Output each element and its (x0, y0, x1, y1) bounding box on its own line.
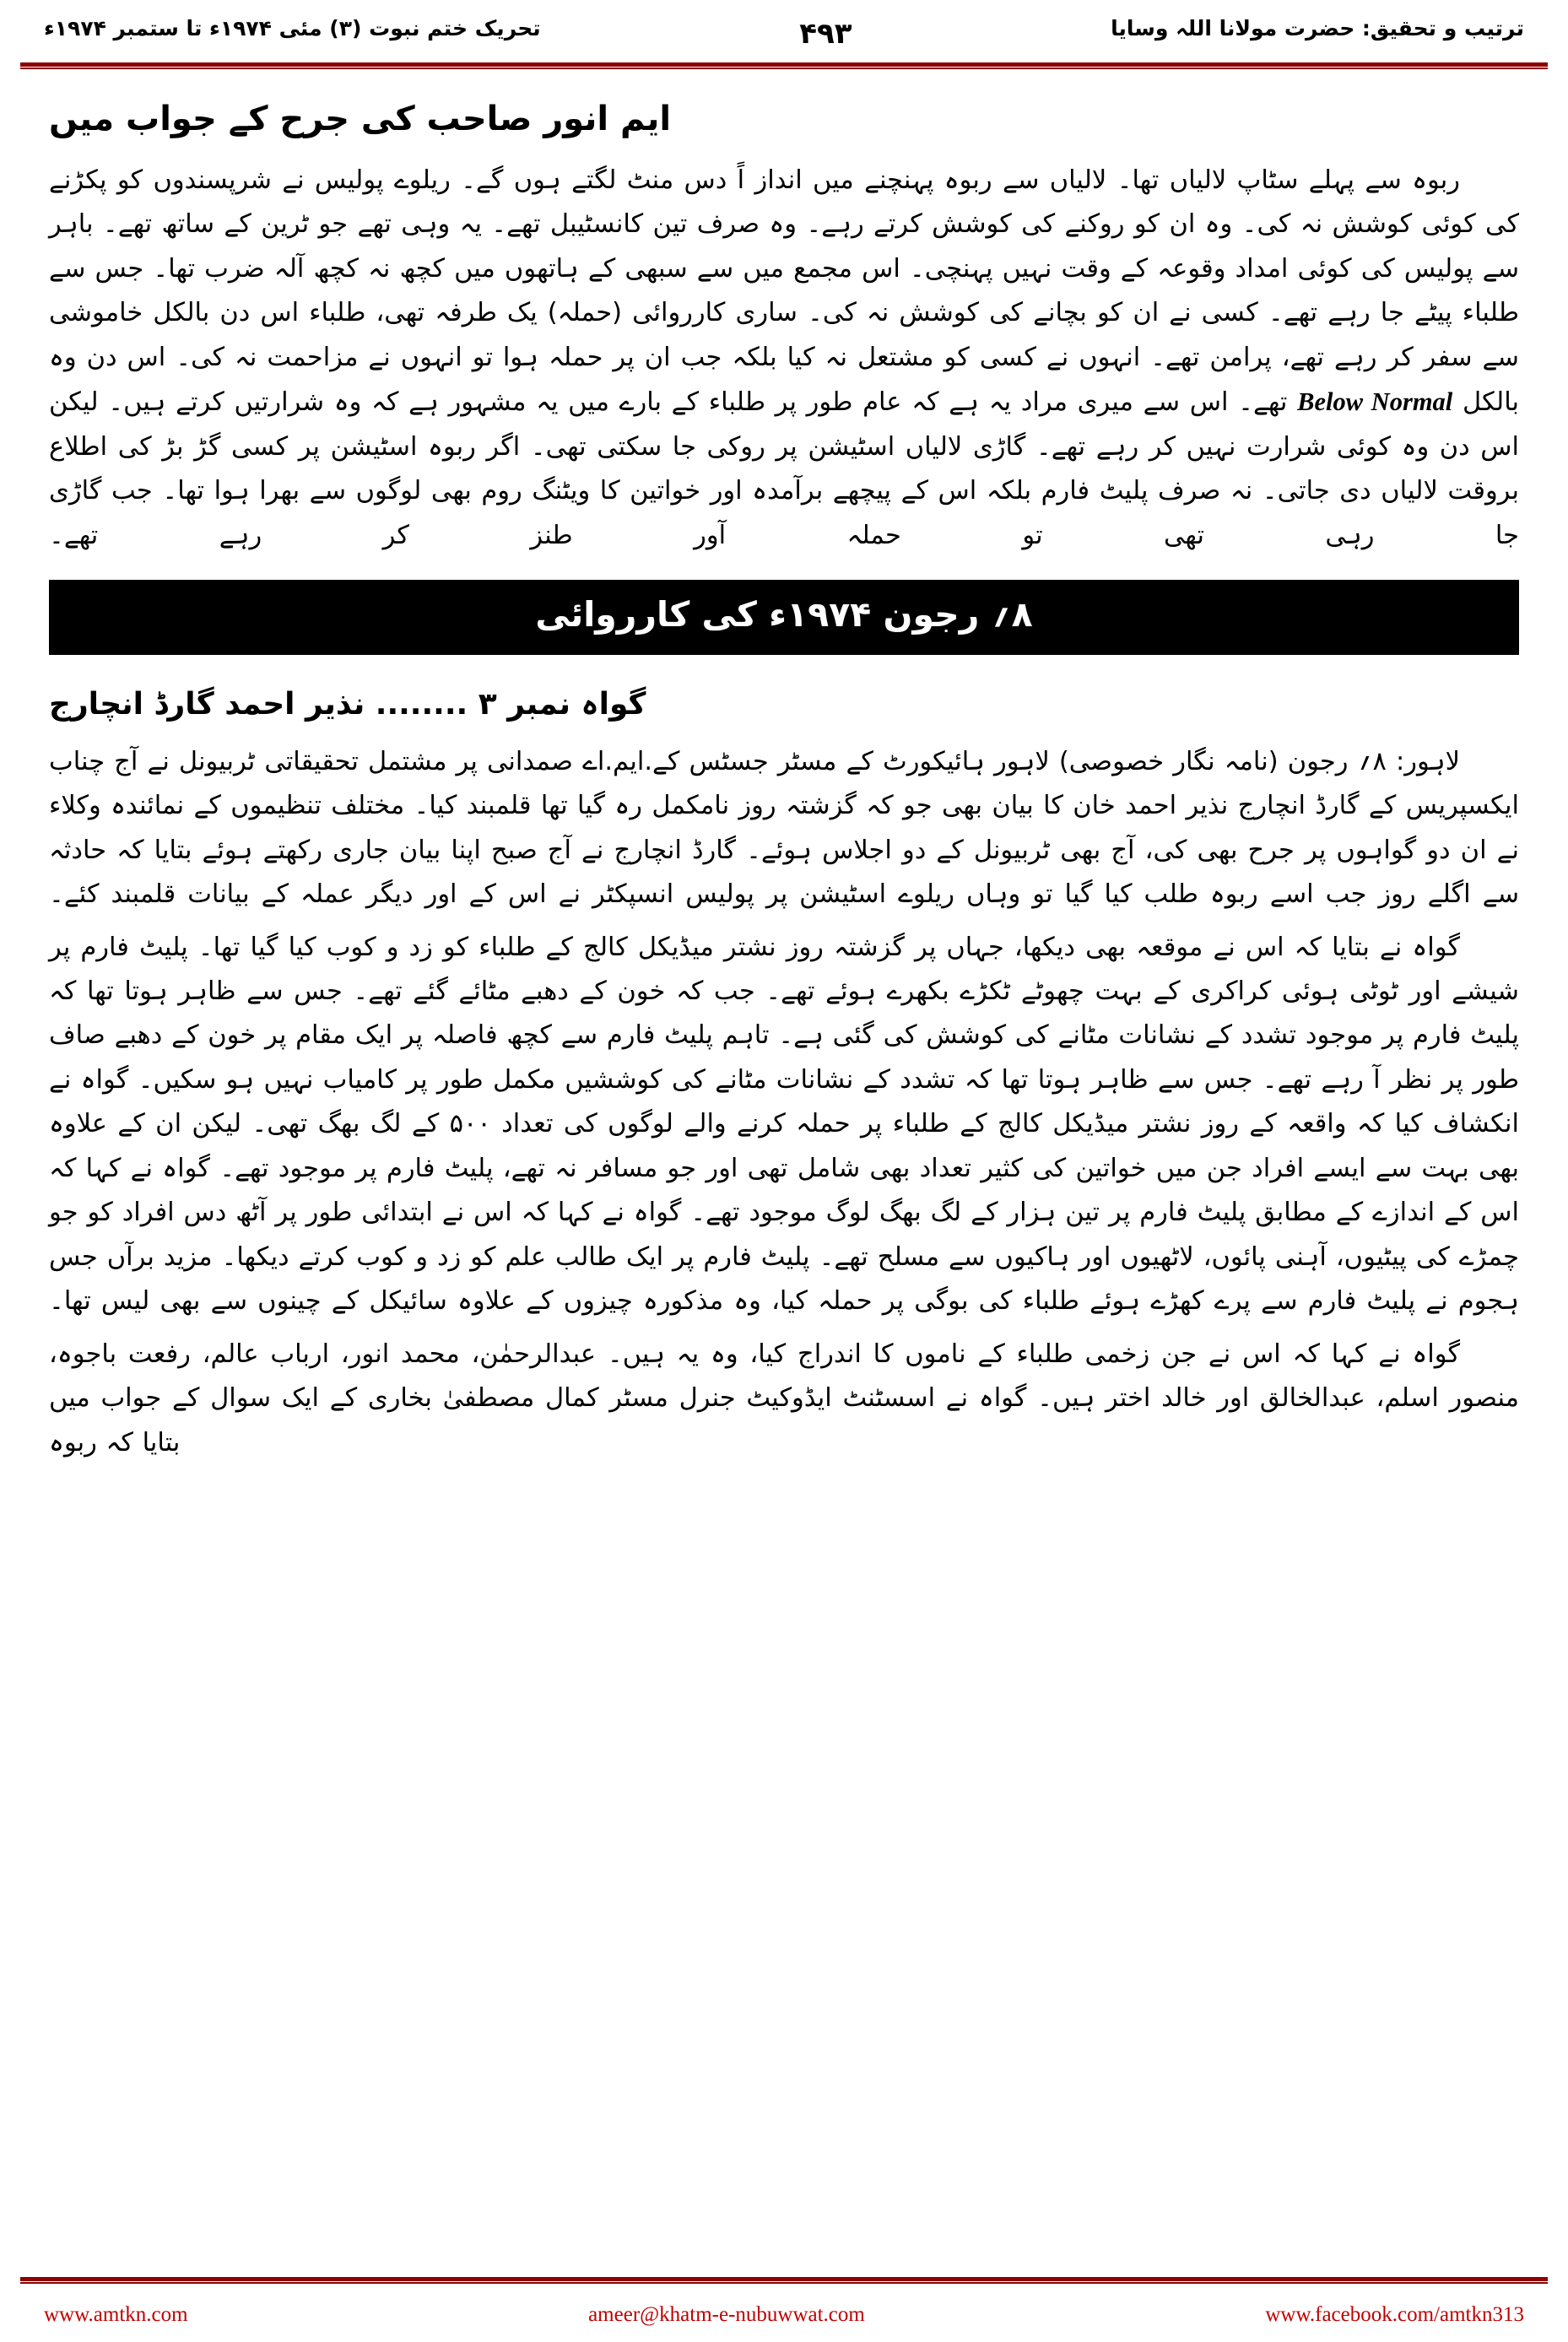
footer-facebook-link[interactable]: www.facebook.com/amtkn313 (1265, 2303, 1524, 2326)
header-row (44, 15, 1524, 51)
footer-divider (20, 2277, 1548, 2281)
paragraph-text-part-1: ربوہ سے پہلے سٹاپ لالیاں تھا۔ لالیاں سے ربوہ پہنچنے میں انداز اً دس منٹ لگتے ہوں گے۔ ریلوے پولیس نے شرپسندوں کو پکڑنے کی کوئی کوشش نہ کی۔ وہ ان کو روکنے کی کوشش کرتے رہے۔ وہ صرف تین کانسٹیبل تھے۔ یہ وہی تھے جو ٹرین کے ساتھ تھے۔ باہر سے پولیس کی کوئی امداد وقوعہ کے وقت نہیں پہنچی۔ اس مجمع میں سے سبھی کے ہاتھوں میں کچھ نہ کچھ آلہ ضرب تھا۔ جس سے طلباء پیٹے جا رہے تھے۔ کسی نے ان کو بچانے کی کوشش نہ کی۔ ساری کارروائی (حملہ) یک طرفہ تھی، طلباء اس دن بالکل خاموشی سے سفر کر رہے تھے، پرامن تھے۔ انہوں نے کسی کو مشتعل نہ کیا بلکہ جب ان پر حملہ ہوا تو انہوں نے مزاحمت نہ کی۔ اس دن وہ بالکل (49, 165, 1519, 418)
header-divider (20, 62, 1548, 67)
footer-email-link[interactable]: ameer@khatm-e-nubuwwat.com (588, 2303, 865, 2326)
paragraph-report-lahore (49, 740, 1519, 917)
witness-heading: گواہ نمبر ۳ ........ نذیر احمد گارڈ انچارج (49, 687, 646, 722)
date-banner: ۸؍ رجون ۱۹۷۴ء کی کارروائی (49, 580, 1519, 655)
paragraph-text: گواہ نے بتایا کہ اس نے موقعہ بھی دیکھا، جہاں پر گزشتہ روز نشتر میڈیکل کالج کے طلباء کو زد و کوب کیا گیا تھا۔ پلیٹ فارم پر شیشے اور ٹوٹی ہوئی کراکری کے بہت چھوٹے ٹکڑے بکھرے ہوئے تھے۔ جب کہ خون کے دھبے مٹائے گئے تھے۔ جس سے ظاہر ہوتا تھا کہ پلیٹ فارم پر موجود تشدد کے نشانات مٹانے کی کوشش کی گئی ہے۔ تاہم پلیٹ فارم سے کچھ فاصلہ پر ایک مقام پر خون کے دھبے صاف طور پر نظر آ رہے تھے۔ جس سے ظاہر ہوتا تھا کہ تشدد کے نشانات مٹانے کی کوششیں مکمل طور پر کامیاب نہیں ہو سکیں۔ گواہ نے انکشاف کیا کہ واقعہ کے روز نشتر میڈیکل کالج کے طلباء پر حملہ کرنے والے لوگوں کی تعداد ۵۰۰ کے لگ بھگ تھی۔ لیکن ان کے علاوہ بھی بہت سے ایسے افراد جن میں خواتین کی کثیر تعداد بھی شامل تھی اور جو مسافر نہ تھے، پلیٹ فارم پر موجود تھے۔ گواہ نے کہا کہ اس کے اندازے کے مطابق پلیٹ فارم پر تین ہزار کے لگ بھگ لوگ موجود تھے۔ گواہ نے کہا کہ اس نے ابتدائی طور پر آٹھ دس افراد کو جو چمڑے کی پیٹیوں، آہنی پائوں، لاٹھیوں اور ہاکیوں سے مسلح تھے۔ پلیٹ فارم پر ایک طالب علم کو زد و کوب کرتے دیکھا۔ مزید برآں جس ہجوم نے پلیٹ فارم سے پرے کھڑے ہوئے طلباء کی بوگی پر حملہ کیا، وہ مذکورہ چیزوں کے علاوہ سائیکل کے چینوں سے بھی لیس تھا۔ (49, 932, 1519, 1317)
page-header (0, 0, 1568, 66)
section-heading-cross-examination: ایم انور صاحب کی جرح کے جواب میں (49, 100, 672, 138)
page-content (0, 66, 1568, 1465)
paragraph-injured-names (49, 1333, 1519, 1465)
header-compiler-credit: ترتیب و تحقیق: حضرت مولانا اللہ وسایا (1111, 16, 1524, 41)
paragraph-text: گواہ نے کہا کہ اس نے جن زخمی طلباء کے ناموں کا اندراج کیا، وہ یہ ہیں۔ عبدالرحمٰن، محمد انور، ارباب عالم، رفعت باجوہ، منصور اسلم، عبدالخالق اور خالد اختر ہیں۔ گواہ نے اسسٹنٹ ایڈوکیٹ جنرل مسٹر کمال مصطفیٰ بخاری کے ایک سوال کے جواب میں بتایا کہ ربوہ (49, 1339, 1519, 1458)
paragraph-text-part-2: تھے۔ اس سے میری مراد یہ ہے کہ عام طور پر طلباء کے بارے میں یہ مشہور ہے کہ وہ شرارتیں کرتے ہیں۔ لیکن اس دن وہ کوئی شرارت نہیں کر رہے تھے۔ گاڑی لالیاں اسٹیشن پر روکی جا سکتی تھی۔ اگر ربوہ اسٹیشن پر کسی گڑ بڑ کی اطلاع بروقت لالیاں دی جاتی۔ نہ صرف پلیٹ فارم بلکہ اس کے پیچھے برآمدہ اور خواتین کا ویٹنگ روم بھی لوگوں سے بھرا ہوا تھا۔ جب گاڑی جا رہی تھی تو حملہ آور طنز کر رہے تھے۔ (49, 387, 1519, 550)
page-number: ۴۹۳ (799, 17, 852, 51)
footer-links (44, 2303, 1524, 2327)
page-footer (0, 2261, 1568, 2342)
footer-website-link[interactable]: www.amtkn.com (44, 2303, 188, 2326)
paragraph-text: لاہور: ۸؍ رجون (نامہ نگار خصوصی) لاہور ہائیکورٹ کے مسٹر جسٹس کے.ایم.اے صمدانی پر مشتمل تحقیقاتی ٹربیونل نے آج چناب ایکسپریس کے گارڈ انچارج نذیر احمد خان کا بیان بھی جو کہ گزشتہ روز نامکمل رہ گیا تھا قلمبند کیا۔ مختلف تنظیموں کے نمائندہ وکلاء نے ان دو گواہوں پر جرح بھی کی، آج بھی ٹربیونل کے دو اجلاس ہوئے۔ گارڈ انچارج نے آج صبح اپنا بیان جاری رکھتے ہوئے بتایا کہ حادثہ سے اگلے روز جب اسے ربوہ طلب کیا گیا تو وہاں ریلوے اسٹیشن پر پولیس انسپکٹر نے اس کے اور دیگر عملہ کے بیانات قلمبند کئے۔ (49, 746, 1519, 910)
paragraph-testimony-1 (49, 159, 1519, 558)
paragraph-latin-phrase: Below Normal (1297, 387, 1453, 417)
header-book-title: تحریک ختم نبوت (۳) مئی ۱۹۷۴ء تا ستمبر ۱۹۷۴ء (44, 16, 541, 41)
paragraph-witness-observation (49, 926, 1519, 1324)
